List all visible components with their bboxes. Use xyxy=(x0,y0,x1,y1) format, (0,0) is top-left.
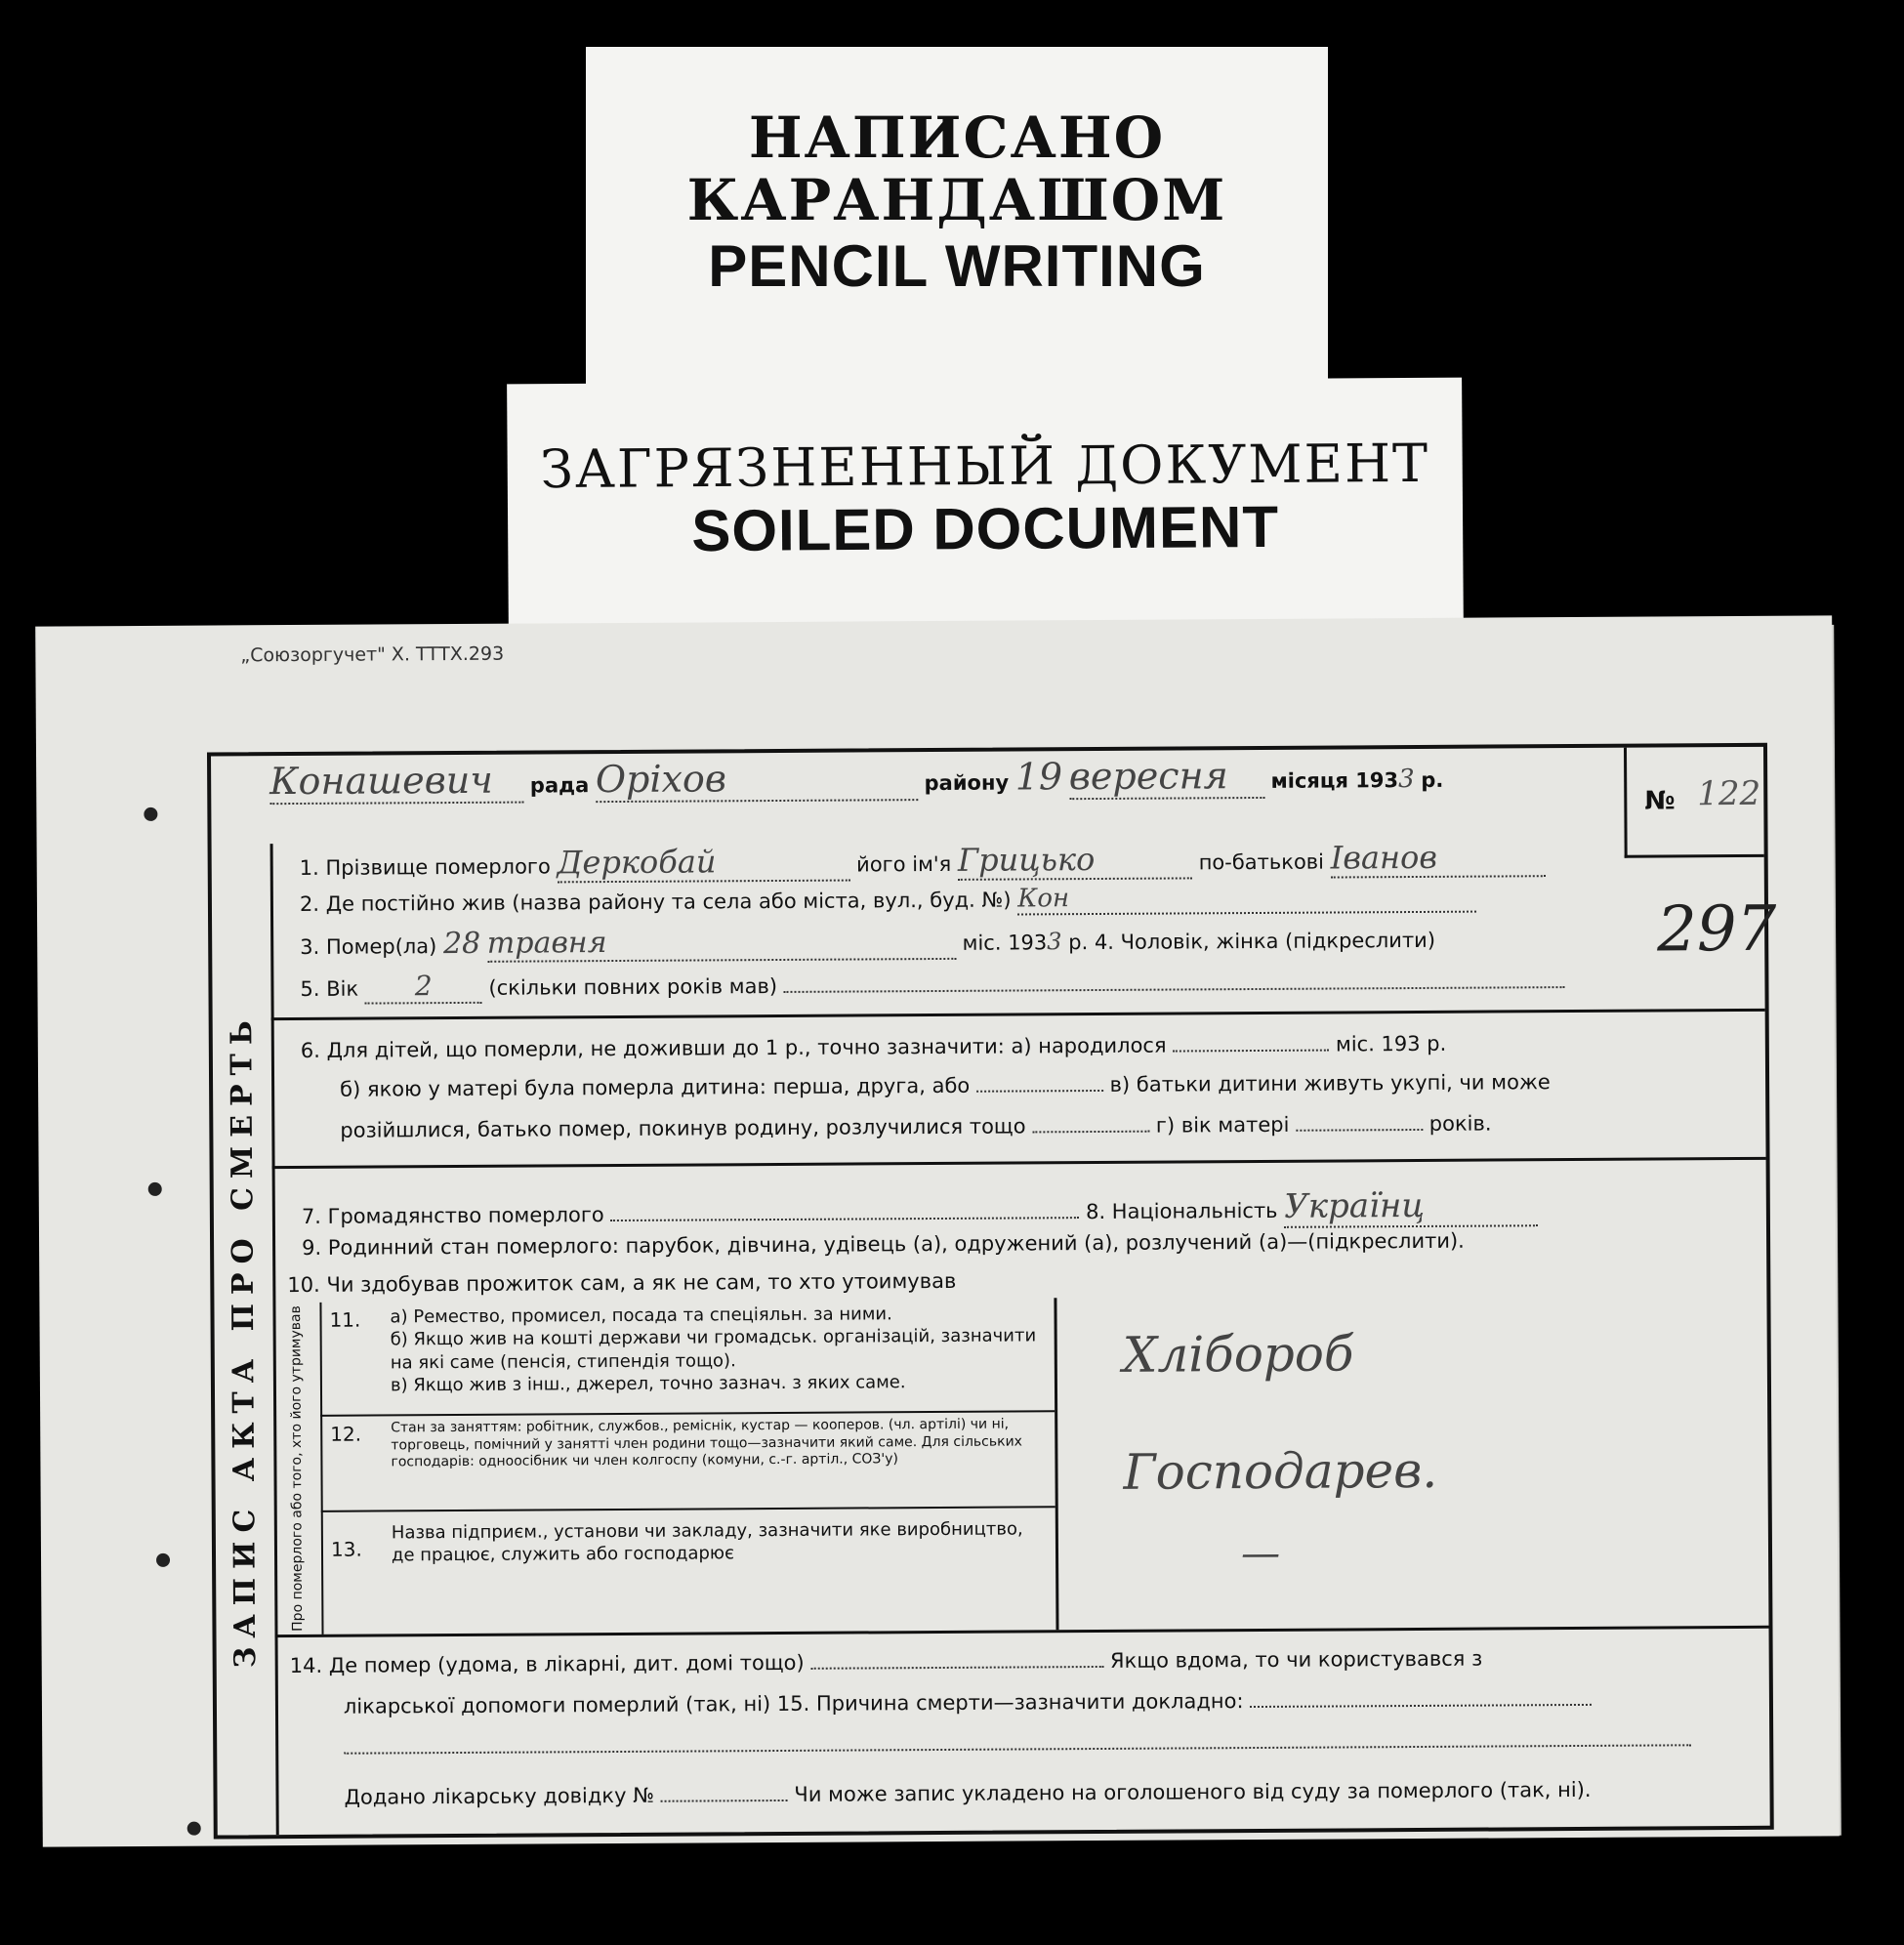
council-handwriting: Конашевич xyxy=(269,759,523,806)
place-of-death-label: 14. Де помер (удома, в лікарні, дит. домі тощо) xyxy=(289,1650,805,1678)
line-14 xyxy=(290,1647,1483,1677)
punch-hole xyxy=(187,1822,201,1836)
item-13 xyxy=(321,1508,1056,1633)
place-of-death-blank xyxy=(810,1666,1103,1670)
item-11-text xyxy=(390,1302,1049,1397)
name-label: його ім'я xyxy=(856,851,952,877)
died-mis-label: міс. 193 xyxy=(962,931,1048,955)
cause-of-death-label: лікарської допомоги померлий (так, ні) 15. Причина смерти—зазначити докладно: xyxy=(343,1689,1244,1718)
children-c-label: розійшлися, батько помер, покинув родину, розлучилися тощо xyxy=(340,1114,1026,1142)
line-6b xyxy=(340,1070,1551,1101)
age-note: (скільки повних років мав) xyxy=(488,973,778,1000)
pencil-label-en: PENCIL WRITING xyxy=(708,232,1206,299)
children-b-tail: в) батьки дитини живуть укупі, чи може xyxy=(1109,1070,1551,1097)
item-12-text: Стан за заняттям: робітник, службов., реміснік, кустар — кооперов. (чл. артілі) чи ні, торговець, помічний у занятті член родини тощо—зазначити який саме. Для сільських господарів: одноосібник чи член колгоспу (комуни, с.-г. артіл., СОЗ'у) xyxy=(391,1416,1022,1470)
nationality-label: 8. Національність xyxy=(1085,1198,1278,1224)
occupation-side-caption xyxy=(272,1303,323,1635)
cause-of-death-blank xyxy=(1250,1704,1592,1708)
died-day-handwriting: 28 xyxy=(442,926,481,962)
age-note-line xyxy=(784,986,1565,993)
line-1 xyxy=(300,838,1546,885)
item-11-c: в) Якщо жив з інш., джерел, точно зазнач. з яких саме. xyxy=(390,1372,906,1396)
margin-handwritten-number: 297 xyxy=(1656,892,1777,967)
place-of-death-tail: Якщо вдома, то чи користувався з xyxy=(1109,1646,1483,1673)
residence-handwriting: Кон xyxy=(1017,882,1476,916)
month-handwriting: вересня xyxy=(1069,754,1264,800)
patronymic-label: по-батькові xyxy=(1198,849,1325,875)
mother-age-blank xyxy=(1296,1129,1423,1132)
sex-label: 4. Чоловік, жінка (підкреслити) xyxy=(1094,928,1436,955)
record-number-box xyxy=(1624,747,1764,858)
district-handwriting: Оріхов xyxy=(596,756,918,803)
line-3 xyxy=(300,921,1435,964)
medical-certificate-blank xyxy=(661,1800,788,1802)
patronymic-handwriting: Іванов xyxy=(1331,838,1546,878)
pencil-label-ru-line2: КАРАНДАШОМ xyxy=(686,166,1227,233)
line-2 xyxy=(300,882,1476,920)
side-title: ЗАПИС АКТА ПРО СМЕРТЬ xyxy=(225,1011,264,1668)
name-handwriting: Грицько xyxy=(958,840,1192,880)
line-15 xyxy=(344,1687,1592,1718)
age-label: 5. Вік xyxy=(300,976,359,1001)
line-6c xyxy=(340,1112,1491,1142)
residence-label: 2. Де постійно жив (назва району та села або міста, вул., буд. №) xyxy=(299,888,1012,916)
died-r-label: р. xyxy=(1068,931,1089,955)
item-13-text: Назва підприєм., установи чи закладу, зазначити яке виробництво, де працює, служить або господарює xyxy=(391,1518,1023,1566)
record-number-value: 122 xyxy=(1697,773,1761,814)
soiled-label-ru: ЗАГРЯЗНЕННЫЙ ДОКУМЕНТ xyxy=(540,432,1430,501)
cause-of-death-blank-2 xyxy=(344,1744,1691,1754)
side-title-column xyxy=(212,844,279,1835)
children-b-blank xyxy=(976,1090,1103,1093)
nationality-handwriting: Українц xyxy=(1284,1185,1538,1228)
medical-certificate-label: Додано лікарську довідку № xyxy=(344,1783,655,1809)
line-6a xyxy=(301,1032,1447,1062)
court-record-label: Чи може запис укладено на оголошеного від суду за померлого (так, ні). xyxy=(794,1777,1592,1806)
died-label: 3. Помер(ла) xyxy=(300,934,437,959)
children-a-label: 6. Для дітей, що померли, не доживши до 1 р., точно зазначити: а) народилося xyxy=(300,1033,1167,1062)
citizenship-label: 7. Громадянство померлого xyxy=(301,1203,604,1228)
item-13-handwriting: — xyxy=(1240,1530,1281,1577)
citizenship-blank xyxy=(610,1217,1079,1221)
year-handwriting: 3 xyxy=(1397,765,1415,795)
last-line xyxy=(344,1778,1591,1809)
marital-status-line: 9. Родинний стан померлого: парубок, дівчина, удівець (а), одружений (а), розлучений (а)—(підкреслити). xyxy=(302,1228,1465,1260)
died-month-handwriting: травня xyxy=(487,924,956,963)
age-handwriting: 2 xyxy=(365,970,482,1005)
item-12-number: 12. xyxy=(330,1422,362,1446)
death-record-form-sheet xyxy=(35,615,1840,1846)
month-label: місяця 193 xyxy=(1270,768,1399,793)
punch-hole xyxy=(156,1553,170,1567)
divider xyxy=(271,1009,1765,1020)
children-c-end: років. xyxy=(1428,1111,1492,1136)
livelihood-line: 10. Чи здобував прожиток сам, а як не сам, то хто утоимував xyxy=(287,1268,957,1298)
children-c-tail: г) вік матері xyxy=(1155,1112,1290,1138)
item-11 xyxy=(319,1298,1055,1417)
children-b-label: б) якою у матері була померла дитина: перша, друга, або xyxy=(340,1073,971,1101)
died-year-handwriting: 3 xyxy=(1047,928,1062,956)
year-suffix: р. xyxy=(1421,767,1444,792)
surname-label: 1. Прізвище померлого xyxy=(299,854,551,880)
punch-hole xyxy=(144,807,157,821)
children-a-tail: міс. 193 р. xyxy=(1335,1031,1447,1056)
line-5 xyxy=(300,963,1564,1005)
punch-hole xyxy=(148,1182,162,1196)
occupation-block xyxy=(272,1298,1058,1635)
district-label: району xyxy=(924,770,1010,796)
item-12-handwriting: Господарев. xyxy=(1123,1441,1438,1501)
surname-handwriting: Деркобай xyxy=(557,843,849,884)
cause-of-death-line-2 xyxy=(344,1727,1691,1759)
item-11-b: б) Якщо жив на коштi держави чи громадськ. організацій, зазначити на які саме (пенсія, стипендія тощо). xyxy=(390,1325,1037,1374)
council-label: рада xyxy=(529,773,590,798)
pencil-label-ru-line1: НАПИСАНО xyxy=(748,104,1166,171)
day-handwriting: 19 xyxy=(1014,755,1063,799)
children-a-blank xyxy=(1173,1050,1329,1053)
record-number-label: № xyxy=(1644,786,1676,816)
soiled-label-en: SOILED DOCUMENT xyxy=(691,494,1280,564)
header-line xyxy=(269,752,1617,805)
soiled-document-label xyxy=(507,378,1464,639)
item-11-number: 11. xyxy=(329,1307,361,1332)
children-c-blank xyxy=(1032,1131,1149,1134)
divider xyxy=(272,1157,1766,1169)
item-12 xyxy=(320,1412,1055,1512)
item-13-number: 13. xyxy=(330,1537,362,1561)
occupation-side-text: Про померлого або того, хто його утримував xyxy=(288,1305,307,1632)
item-11-a: а) Ремество, промисел, посада та спеціяльн. за ними. xyxy=(390,1304,892,1328)
item-11-handwriting: Хлібороб xyxy=(1122,1325,1354,1384)
line-7 xyxy=(302,1185,1539,1234)
printer-imprint: „Союзоргучет" Х. ТТТХ.293 xyxy=(240,642,505,667)
form-frame xyxy=(207,743,1777,1840)
pencil-writing-label xyxy=(586,47,1328,389)
